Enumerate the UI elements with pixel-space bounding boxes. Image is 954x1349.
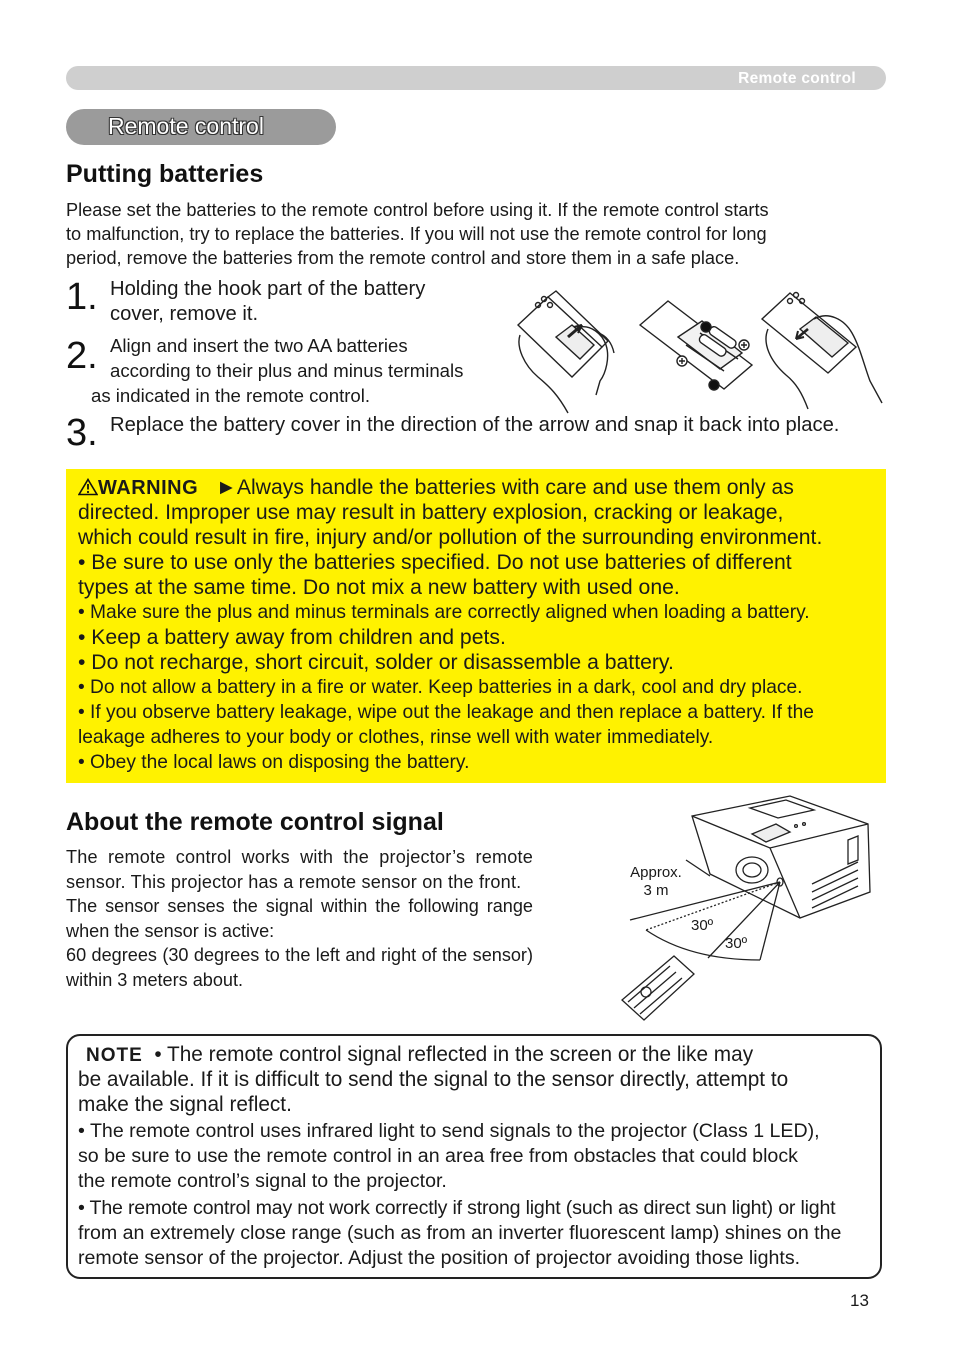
- step-line: cover, remove it.: [110, 303, 259, 325]
- intro-line: Please set the batteries to the remote control before using it. If the remote control starts: [66, 200, 769, 220]
- warning-line: leakage adheres to your body or clothes, rinse well with water immediately.: [78, 727, 714, 748]
- warning-line: • Keep a battery away from children and pets.: [78, 626, 506, 649]
- step-2-number: 2.: [66, 335, 98, 377]
- note-label: NOTE: [86, 1045, 143, 1066]
- step-1-number: 1.: [66, 276, 98, 318]
- warning-line: Always handle the batteries with care and use them only as: [236, 476, 794, 499]
- warning-line: • Obey the local laws on disposing the battery.: [78, 752, 470, 773]
- pointer-icon: ►: [215, 476, 237, 499]
- batteries-heading: Putting batteries: [66, 160, 264, 188]
- angle-left-label: 30º: [691, 917, 714, 934]
- warning-line: directed. Improper use may result in battery explosion, cracking or leakage,: [78, 501, 784, 524]
- note-line: • The remote control signal reflected in the screen or the like may: [154, 1043, 754, 1066]
- signal-body: [66, 845, 533, 993]
- note-line: the remote control’s signal to the projector.: [78, 1170, 447, 1192]
- step-3-number: 3.: [66, 412, 98, 454]
- distance-line: Approx.: [630, 864, 682, 881]
- note-box: [66, 1034, 882, 1279]
- note-line: remote sensor of the projector. Adjust the position of projector avoiding those lights.: [78, 1247, 801, 1269]
- note-line: • The remote control may not work correctly if strong light (such as direct sun light) or light: [78, 1197, 836, 1219]
- section-pill-label: Remote control: [108, 113, 264, 139]
- step-line: Align and insert the two AA batteries: [110, 335, 408, 356]
- warning-line: types at the same time. Do not mix a new battery with used one.: [78, 576, 680, 599]
- warning-line: • Do not allow a battery in a fire or water. Keep batteries in a dark, cool and dry place.: [78, 677, 803, 698]
- header-section-label: Remote control: [738, 70, 856, 87]
- signal-heading: About the remote control signal: [66, 808, 444, 836]
- step-line: according to their plus and minus terminals: [110, 360, 464, 381]
- signal-range-diagram: [600, 790, 890, 1030]
- step-3-text: Replace the battery cover in the direction of the arrow and snap it back into place.: [110, 414, 840, 436]
- warning-label: WARNING: [98, 477, 199, 499]
- intro-line: to malfunction, try to replace the batteries. If you will not use the remote control for long: [66, 224, 767, 244]
- remote-cover-removal-figure: [518, 291, 614, 413]
- page-number: 13: [850, 1291, 869, 1310]
- distance-line: 3 m: [643, 882, 669, 899]
- warning-line: • If you observe battery leakage, wipe out the leakage and then replace a battery. If the: [78, 702, 814, 723]
- step-1-text: [110, 277, 425, 327]
- signal-paragraph: The sensor senses the signal within the following range when the sensor is active:: [66, 896, 533, 941]
- batteries-intro: [66, 198, 769, 270]
- note-line: • The remote control uses infrared light to send signals to the projector (Class 1 LED),: [78, 1120, 820, 1142]
- note-line: make the signal reflect.: [78, 1093, 292, 1116]
- warning-line: • Be sure to use only the batteries specified. Do not use batteries of different: [78, 551, 792, 574]
- step-2-text: [91, 333, 464, 408]
- remote-batteries-figure: [640, 301, 752, 390]
- step-line: Holding the hook part of the battery: [110, 278, 426, 300]
- projector-illustration: [600, 790, 890, 1030]
- signal-paragraph: 60 degrees (30 degrees to the left and right of the sensor) within 3 meters about.: [66, 945, 533, 990]
- battery-insertion-illustration: [510, 285, 890, 415]
- warning-line: which could result in fire, injury and/or pollution of the surrounding environment.: [78, 526, 823, 549]
- intro-line: period, remove the batteries from the remote control and store them in a safe place.: [66, 248, 740, 268]
- warning-box: [66, 469, 886, 783]
- note-first-line: [86, 1042, 753, 1068]
- warning-line: • Do not recharge, short circuit, solder or disassemble a battery.: [78, 651, 674, 674]
- header-bar: [66, 66, 886, 90]
- section-pill: [66, 109, 336, 145]
- warning-first-line: [78, 475, 794, 501]
- angle-right-label: 30º: [725, 935, 748, 952]
- remote-cover-replace-figure: [762, 293, 882, 410]
- note-line: so be sure to use the remote control in an area free from obstacles that could block: [78, 1145, 798, 1167]
- warning-line: • Make sure the plus and minus terminals are correctly aligned when loading a battery.: [78, 602, 810, 623]
- note-line: be available. If it is difficult to send the signal to the sensor directly, attempt to: [78, 1068, 789, 1091]
- note-line: from an extremely close range (such as from an inverter fluorescent lamp) shines on the: [78, 1222, 842, 1244]
- step-line: as indicated in the remote control.: [91, 385, 371, 406]
- distance-label: [625, 864, 687, 900]
- warning-triangle-icon: [78, 478, 98, 496]
- signal-paragraph: The remote control works with the projector’s remote sensor. This projector has a remote sensor on the front.: [66, 847, 533, 892]
